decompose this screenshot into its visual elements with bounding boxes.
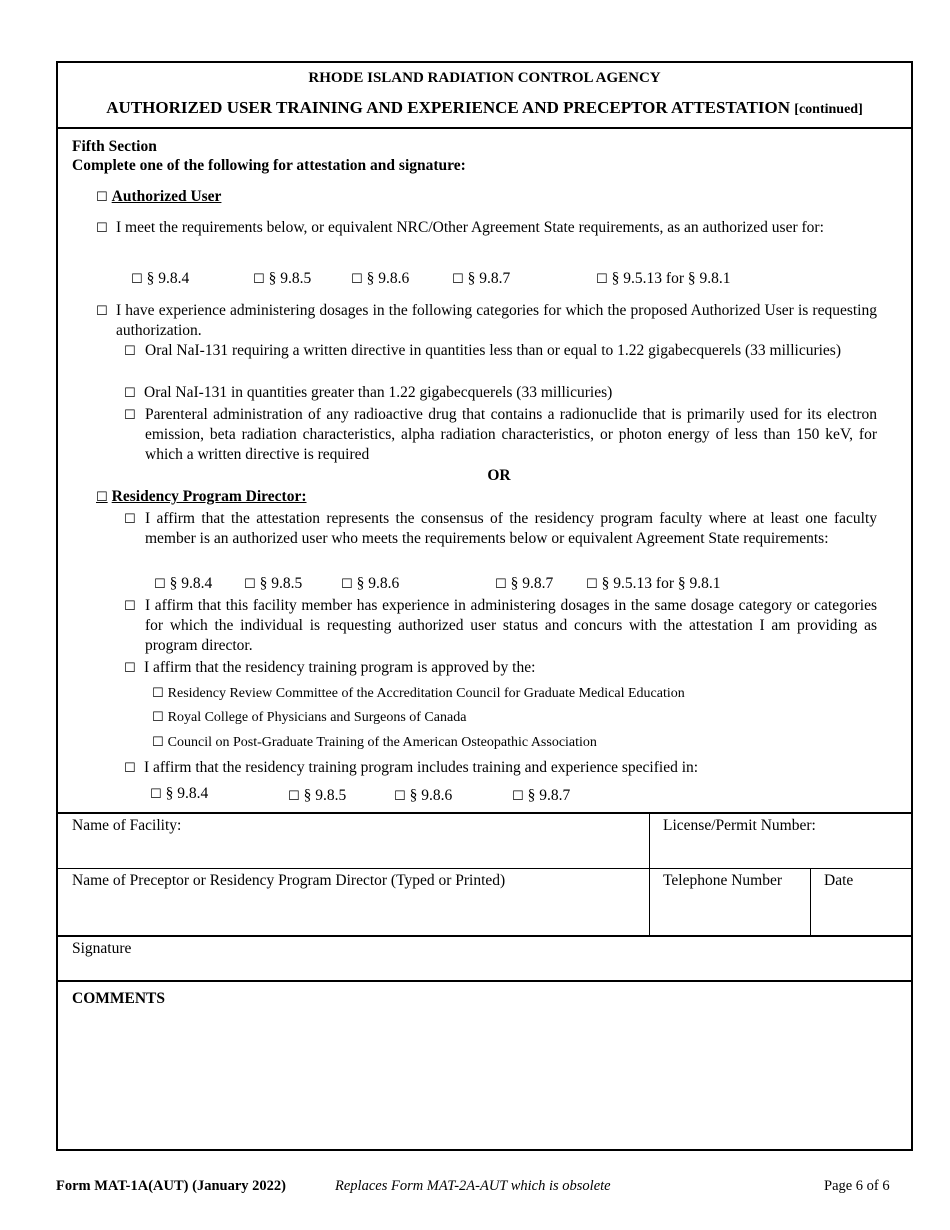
approver-2[interactable]: ☐ Royal College of Physicians and Surgeons of Canada	[152, 710, 467, 725]
telephone-field[interactable]: Telephone Number	[663, 872, 782, 889]
header-divider	[58, 127, 911, 129]
section-title: Fifth Section	[72, 138, 157, 155]
au-option-3[interactable]: ☐ § 9.8.6	[351, 270, 410, 287]
license-field[interactable]: License/Permit Number:	[663, 817, 816, 834]
continued-label: [continued]	[794, 102, 863, 117]
au-exp-checkbox[interactable]: ☐	[96, 304, 108, 319]
rpd-option-1[interactable]: ☐ § 9.8.4	[154, 575, 213, 592]
checkbox-icon[interactable]: ☐	[586, 577, 598, 592]
fields-top-border	[56, 812, 913, 814]
facility-field[interactable]: Name of Facility:	[72, 817, 182, 834]
rpd-option-4[interactable]: ☐ § 9.8.7	[495, 575, 554, 592]
agency-title: RHODE ISLAND RADIATION CONTROL AGENCY	[308, 70, 661, 86]
au-option-4[interactable]: ☐ § 9.8.7	[452, 270, 511, 287]
page-number: Page 6 of 6	[824, 1178, 890, 1194]
replaces-note: Replaces Form MAT-2A-AUT which is obsolete	[335, 1178, 611, 1194]
form-title-text: AUTHORIZED USER TRAINING AND EXPERIENCE AND PRECEPTOR ATTESTATION	[106, 98, 791, 117]
approver-3[interactable]: ☐ Council on Post-Graduate Training of the American Osteopathic Association	[152, 735, 597, 750]
checkbox-icon[interactable]: ☐	[253, 272, 265, 287]
category-2-text: Oral NaI-131 in quantities greater than 1.22 gigabecquerels (33 millicuries)	[144, 384, 613, 401]
checkbox-icon[interactable]: ☐	[512, 789, 524, 804]
rpd-option[interactable]	[96, 487, 307, 508]
fields-divider-1	[649, 813, 650, 936]
checkbox-icon[interactable]: ☐	[152, 686, 164, 701]
rpd-heading: Residency Program Director:	[111, 488, 307, 505]
category-1-text: Oral NaI-131 requiring a written directive in quantities less than or equal to 1.22 gigabecquerels (33 millicuries)	[145, 342, 841, 359]
rpd-option-5[interactable]: ☐ § 9.5.13 for § 9.8.1	[586, 575, 721, 592]
authorized-user-heading: Authorized User	[111, 188, 222, 205]
fields-row3-border	[56, 980, 913, 982]
rpd-training-option-3[interactable]: ☐ § 9.8.6	[394, 787, 453, 804]
section-instruction: Complete one of the following for attestation and signature:	[72, 157, 466, 174]
signature-field[interactable]: Signature	[72, 940, 132, 957]
checkbox-icon[interactable]: ☐	[351, 272, 363, 287]
rpd-affirm4-checkbox[interactable]: ☐	[124, 761, 136, 776]
rpd-affirm1-checkbox[interactable]: ☐	[124, 512, 136, 527]
approver-1[interactable]: ☐ Residency Review Committee of the Accreditation Council for Graduate Medical Education	[152, 686, 685, 701]
checkbox-icon[interactable]: ☐	[394, 789, 406, 804]
rpd-training-option-1[interactable]: ☐ § 9.8.4	[150, 785, 209, 802]
rpd-option-2[interactable]: ☐ § 9.8.5	[244, 575, 303, 592]
rpd-training-option-4[interactable]: ☐ § 9.8.7	[512, 787, 571, 804]
checkbox-icon[interactable]: ☐	[288, 789, 300, 804]
checkbox-icon[interactable]: ☐	[131, 272, 143, 287]
rpd-option-3[interactable]: ☐ § 9.8.6	[341, 575, 400, 592]
au-option-2[interactable]: ☐ § 9.8.5	[253, 270, 312, 287]
au-option-1[interactable]: ☐ § 9.8.4	[131, 270, 190, 287]
preceptor-field[interactable]: Name of Preceptor or Residency Program Director (Typed or Printed)	[72, 872, 506, 889]
form-title	[58, 98, 911, 118]
rpd-affirm2-text: I affirm that this facility member has experience in administering dosages in the same dosage category or categories for which the individual is requesting authorized user status and concurs with the attestation I am providing as program director.	[145, 597, 877, 654]
authorized-user-checkbox[interactable]: ☐	[96, 190, 108, 205]
date-field[interactable]: Date	[824, 872, 854, 889]
or-separator: OR	[487, 467, 511, 484]
form-number: Form MAT-1A(AUT) (January 2022)	[56, 1178, 286, 1194]
au-option-5[interactable]: ☐ § 9.5.13 for § 9.8.1	[596, 270, 731, 287]
checkbox-icon[interactable]: ☐	[495, 577, 507, 592]
rpd-training-option-2[interactable]: ☐ § 9.8.5	[288, 787, 347, 804]
checkbox-icon[interactable]: ☐	[154, 577, 166, 592]
au-exp-text: I have experience administering dosages in the following categories for which the proposed Authorized User is requesting authorization.	[116, 302, 877, 339]
checkbox-icon[interactable]: ☐	[152, 710, 164, 725]
checkbox-icon[interactable]: ☐	[152, 735, 164, 750]
rpd-checkbox[interactable]: ☐	[96, 490, 108, 505]
rpd-affirm3-text: I affirm that the residency training program is approved by the:	[144, 659, 536, 676]
rpd-affirm2-checkbox[interactable]: ☐	[124, 599, 136, 614]
au-req-checkbox[interactable]: ☐	[96, 221, 108, 236]
checkbox-icon[interactable]: ☐	[596, 272, 608, 287]
checkbox-icon[interactable]: ☐	[244, 577, 256, 592]
comments-field[interactable]: COMMENTS	[72, 990, 165, 1007]
category-3-text: Parenteral administration of any radioactive drug that contains a radionuclide that is primarily used for its electron emission, beta radiation characteristics, alpha radiation characteristics, or photon energy of less than 150 keV, for which a written directive is required	[145, 406, 877, 463]
category-2-checkbox[interactable]: ☐	[124, 386, 136, 401]
fields-row2-border	[56, 935, 913, 937]
fields-row1-border	[56, 868, 913, 869]
fields-divider-2	[810, 869, 811, 936]
checkbox-icon[interactable]: ☐	[341, 577, 353, 592]
checkbox-icon[interactable]: ☐	[150, 787, 162, 802]
rpd-affirm3-checkbox[interactable]: ☐	[124, 661, 136, 676]
authorized-user-option[interactable]	[96, 187, 221, 208]
au-req-text: I meet the requirements below, or equivalent NRC/Other Agreement State requirements, as an authorized user for:	[116, 219, 824, 236]
rpd-affirm1-text: I affirm that the attestation represents the consensus of the residency program faculty where at least one faculty member is an authorized user who meets the requirements below or equivalent Agreement State requirements:	[145, 510, 877, 547]
category-1-checkbox[interactable]: ☐	[124, 344, 136, 359]
checkbox-icon[interactable]: ☐	[452, 272, 464, 287]
rpd-affirm4-text: I affirm that the residency training program includes training and experience specified in:	[144, 759, 699, 776]
category-3-checkbox[interactable]: ☐	[124, 408, 136, 423]
